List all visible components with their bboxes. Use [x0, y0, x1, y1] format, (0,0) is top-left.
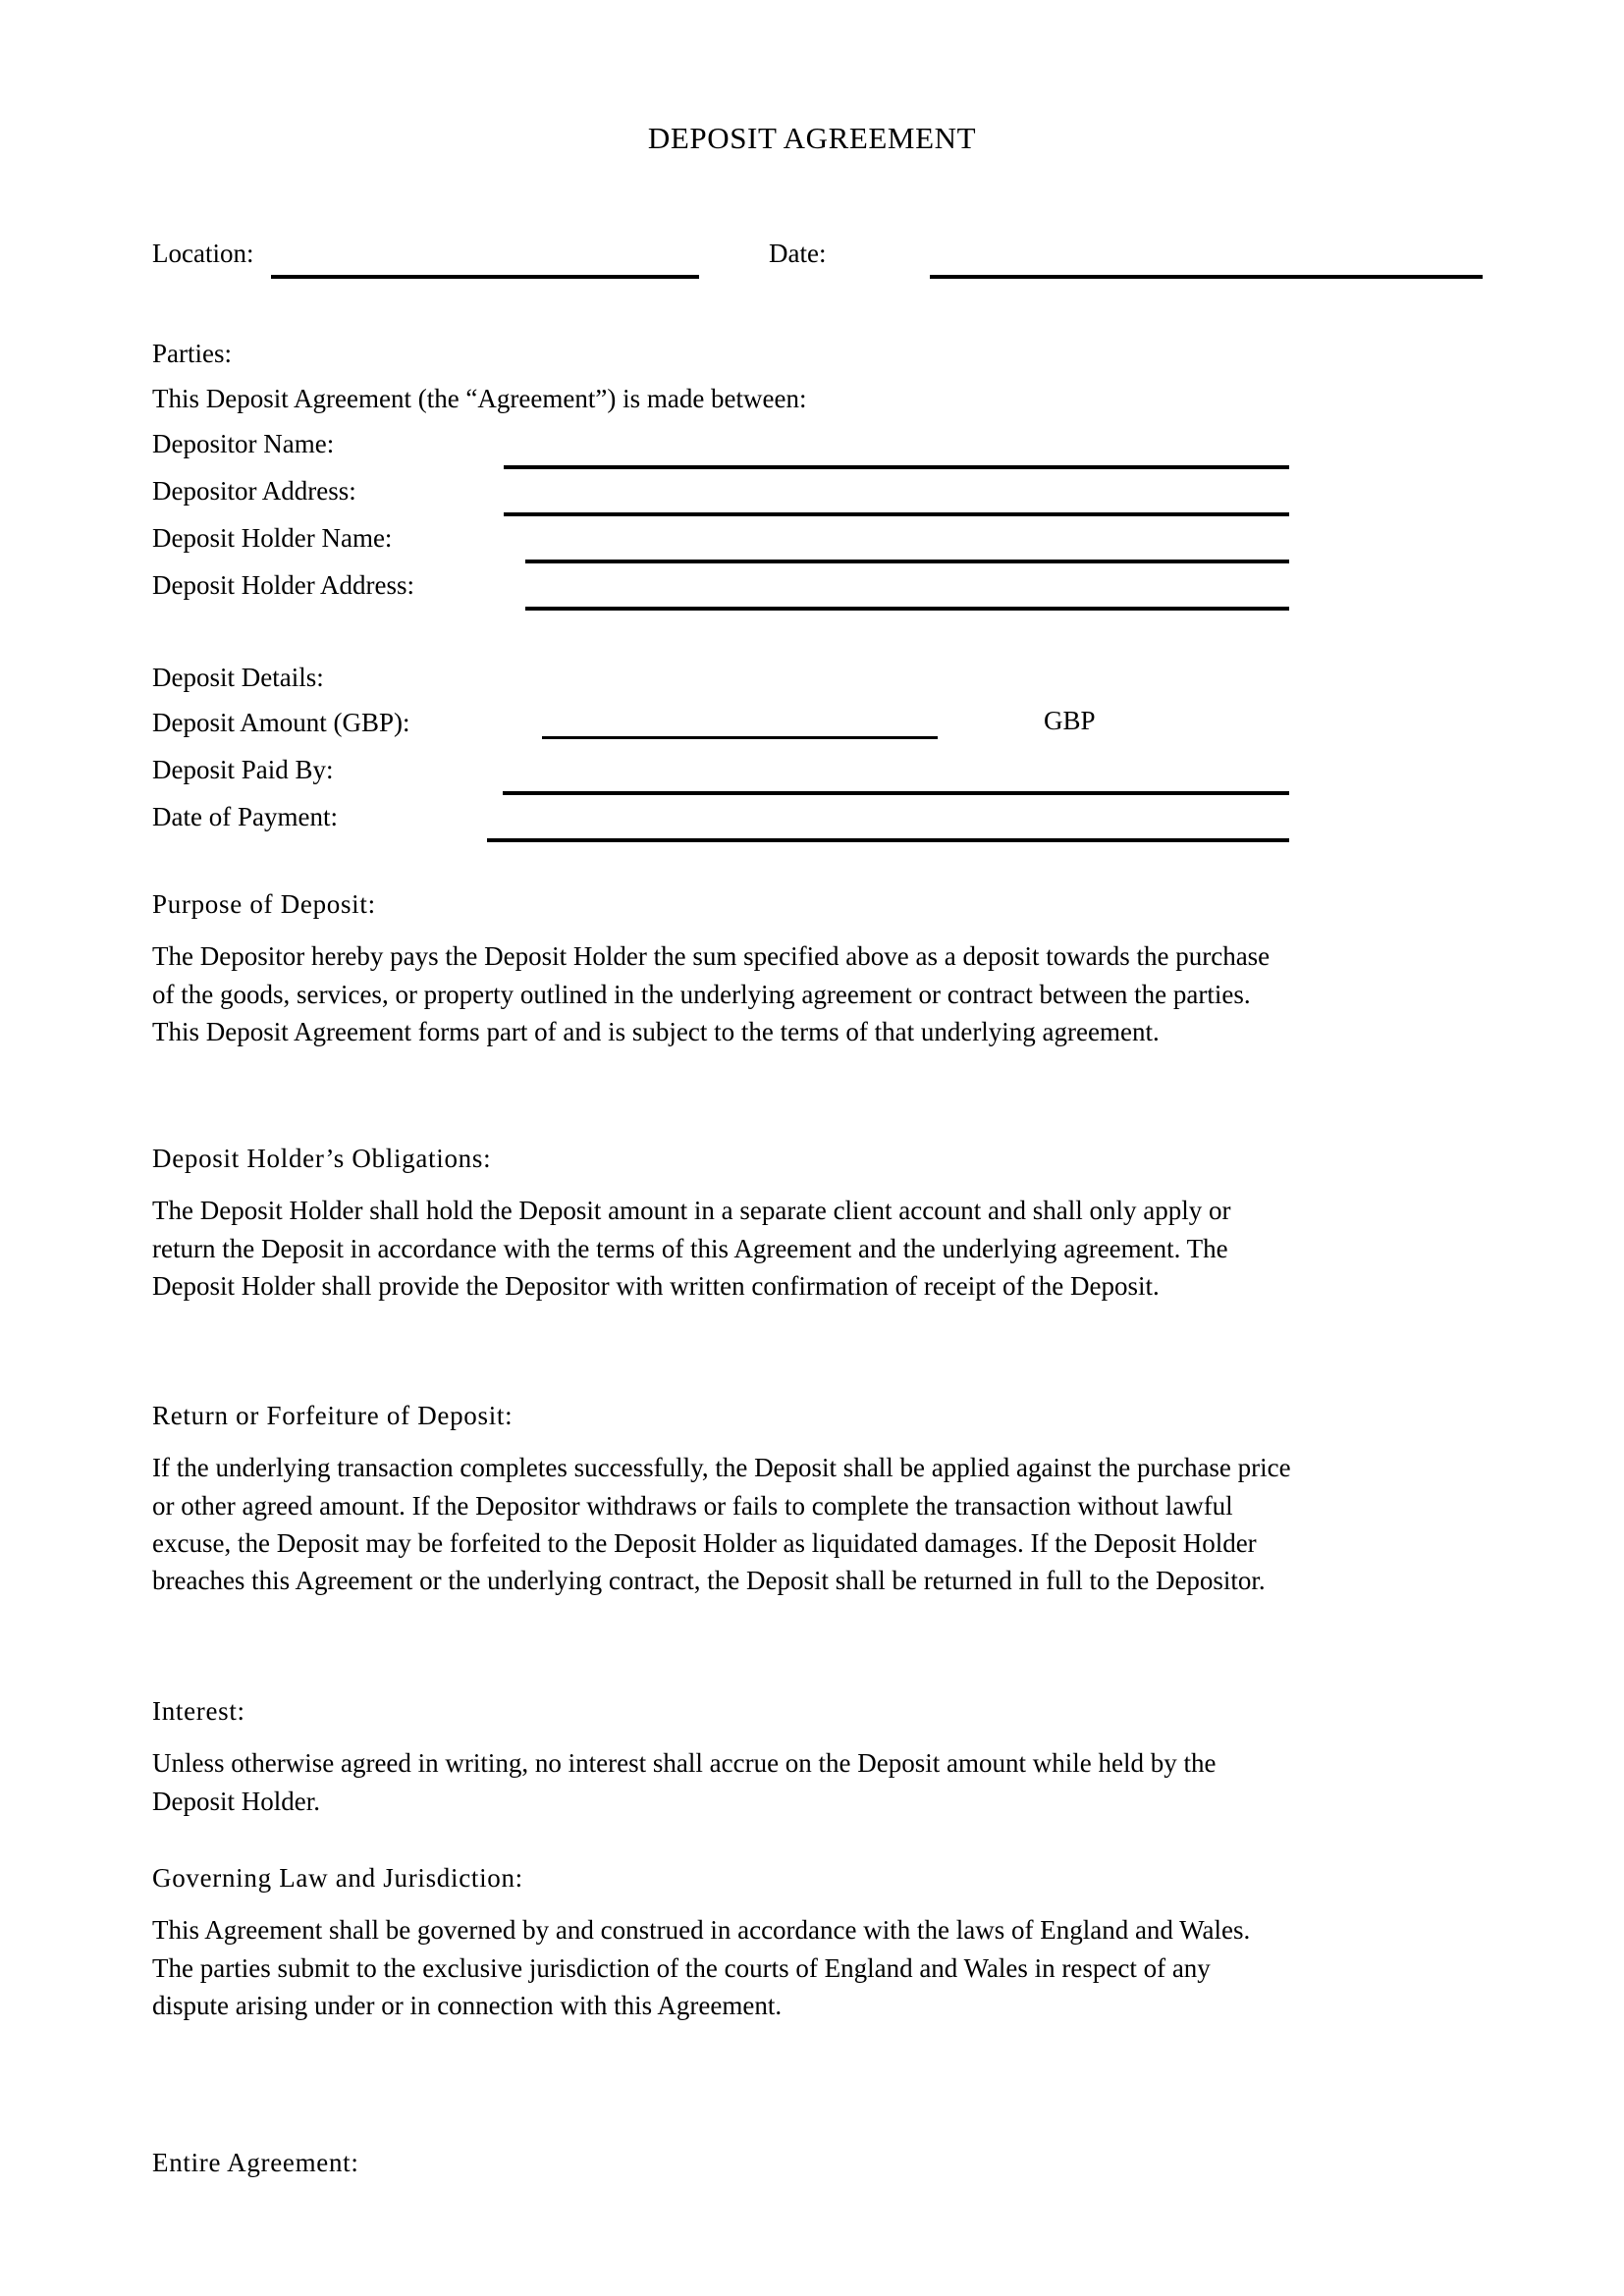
section-body: Unless otherwise agreed in writing, no interest shall accrue on the Deposit amount while held by the Deposit Holder.: [152, 1748, 1217, 1816]
parties-section-label: Parties:: [152, 339, 232, 368]
section-heading: Return or Forfeiture of Deposit:: [152, 1401, 514, 1430]
section-entire-agreement: [152, 2145, 1291, 2196]
deposit-holder-address-label: Deposit Holder Address:: [152, 570, 414, 600]
depositor-address-input-line[interactable]: [504, 512, 1289, 516]
section-deposit-holder-obligations: [152, 1141, 1291, 1305]
section-heading: Entire Agreement:: [152, 2148, 359, 2177]
page-title: DEPOSIT AGREEMENT: [647, 121, 977, 155]
deposit-holder-name-input-line[interactable]: [525, 560, 1289, 563]
section-return-or-forfeiture: [152, 1398, 1291, 1600]
deposit-details-section-label: Deposit Details:: [152, 663, 324, 692]
section-heading: Governing Law and Jurisdiction:: [152, 1863, 523, 1893]
deposit-paid-by-label: Deposit Paid By:: [152, 755, 334, 784]
depositor-address-label: Depositor Address:: [152, 476, 356, 506]
deposit-paid-by-input-line[interactable]: [503, 791, 1289, 795]
section-body: The Depositor hereby pays the Deposit Holder the sum specified above as a deposit towards the purchase of the goods, services, or property outlined in the underlying agreement or contract between the parties. This Deposit Agreement forms part of and is subject to the terms of that underlying agreement.: [152, 941, 1271, 1047]
section-interest: [152, 1693, 1291, 1820]
section-governing-law: [152, 1860, 1291, 2024]
depositor-name-input-line[interactable]: [504, 465, 1289, 469]
date-of-payment-label: Date of Payment:: [152, 802, 338, 831]
deposit-holder-name-label: Deposit Holder Name:: [152, 523, 393, 553]
date-of-payment-input-line[interactable]: [487, 838, 1289, 842]
section-heading: Purpose of Deposit:: [152, 889, 376, 919]
depositor-name-label: Depositor Name:: [152, 429, 335, 458]
date-input-line[interactable]: [930, 275, 1483, 279]
section-purpose-of-deposit: [152, 886, 1291, 1050]
deposit-amount-label: Deposit Amount (GBP):: [152, 708, 410, 737]
section-body: The Deposit Holder shall hold the Deposit amount in a separate client account and shall only apply or return the Deposit in accordance with the terms of this Agreement and the underlying agreement. The Deposit Holder shall provide the Depositor with written confirmation of receipt of the Deposit.: [152, 1196, 1231, 1302]
deposit-amount-input-line[interactable]: [542, 736, 938, 739]
deposit-holder-address-input-line[interactable]: [525, 607, 1289, 611]
parties-intro-text: This Deposit Agreement (the “Agreement”) is made between:: [152, 384, 807, 413]
deposit-amount-currency-suffix: GBP: [1044, 706, 1096, 735]
location-label: Location:: [152, 239, 254, 268]
section-body: This Agreement shall be governed by and construed in accordance with the laws of England and Wales. The parties submit to the exclusive jurisdiction of the courts of England and Wales in respect of any dispute arising under or in connection with this Agreement.: [152, 1915, 1251, 2021]
section-heading: Interest:: [152, 1696, 245, 1726]
location-input-line[interactable]: [271, 275, 699, 279]
section-body: If the underlying transaction completes successfully, the Deposit shall be applied against the purchase price or other agreed amount. If the Depositor withdraws or fails to complete the transaction without lawful excuse, the Deposit may be forfeited to the Deposit Holder as liquidated damages. If the Deposit Holder breaches this Agreement or the underlying contract, the Deposit shall be returned in full to the Depositor.: [152, 1453, 1291, 1596]
section-heading: Deposit Holder’s Obligations:: [152, 1144, 492, 1173]
date-label: Date:: [769, 239, 827, 268]
